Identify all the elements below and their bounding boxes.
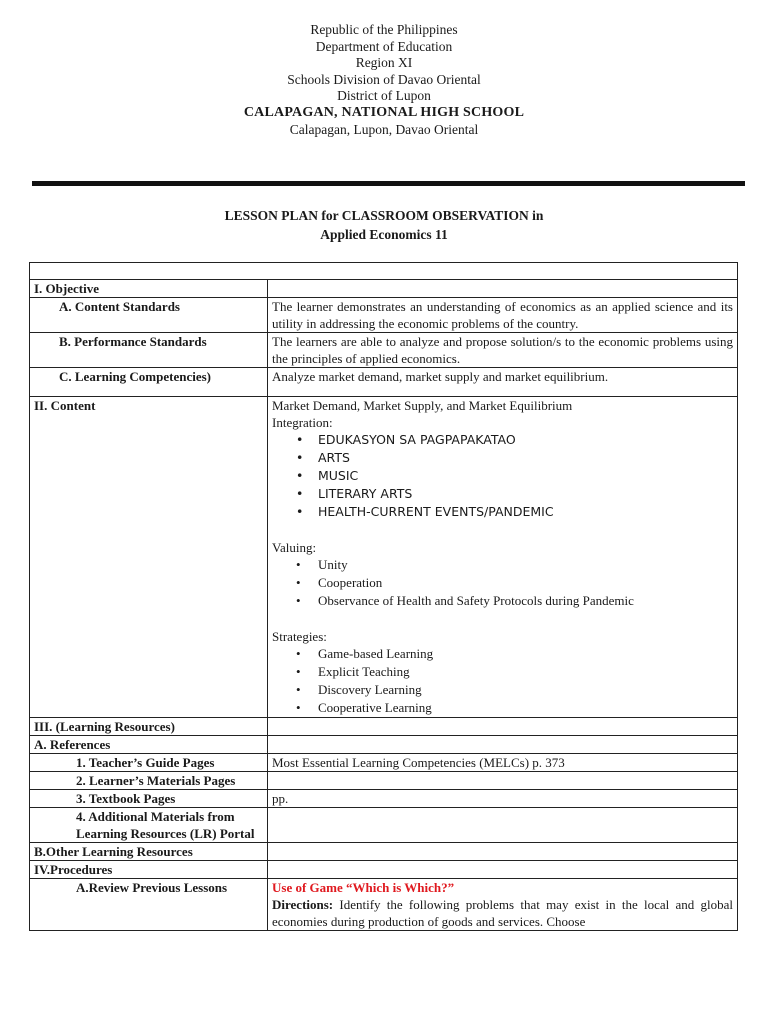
republic-line: Republic of the Philippines: [310, 22, 458, 37]
lesson-plan-table: [29, 262, 738, 931]
list-item: • ARTS: [318, 449, 733, 467]
table-row: [30, 718, 738, 736]
review-lessons-cell: [268, 879, 738, 931]
review-lessons-label: A.Review Previous Lessons: [30, 879, 268, 931]
procedures-label: IV.Procedures: [30, 861, 268, 879]
empty-cell: [268, 718, 738, 736]
valuing-list: [272, 556, 733, 610]
list-item: • HEALTH-CURRENT EVENTS/PANDEMIC: [318, 503, 733, 521]
list-item: • EDUKASYON SA PAGPAPAKATAO: [318, 431, 733, 449]
empty-cell: [268, 808, 738, 843]
content-cell: [268, 397, 738, 718]
teachers-guide-value: Most Essential Learning Competencies (MELCs) p. 373: [268, 754, 738, 772]
textbook-pages-value: pp.: [268, 790, 738, 808]
integration-list: [272, 431, 733, 521]
content-label: II. Content: [30, 397, 268, 718]
integration-label: Integration:: [272, 415, 333, 430]
strategies-list: [272, 645, 733, 717]
table-row: [30, 808, 738, 843]
additional-materials-label: 4. Additional Materials from Learning Resources (LR) Portal: [30, 808, 268, 843]
objective-label: I. Objective: [30, 280, 268, 298]
competencies-label: C. Learning Competencies): [30, 368, 268, 397]
division-line: Schools Division of Davao Oriental: [287, 71, 481, 87]
table-row: [30, 368, 738, 397]
other-resources-label: B.Other Learning Resources: [30, 843, 268, 861]
table-row: [30, 280, 738, 298]
game-title: Use of Game “Which is Which?”: [272, 880, 455, 895]
school-address: Calapagan, Lupon, Davao Oriental: [289, 121, 479, 137]
table-row: [30, 754, 738, 772]
list-item: • Explicit Teaching: [318, 663, 733, 681]
list-item: • Unity: [318, 556, 733, 574]
list-item: • Cooperative Learning: [318, 699, 733, 717]
table-row: [30, 790, 738, 808]
table-row: [30, 397, 738, 718]
letterhead: [0, 22, 768, 138]
competencies-text: Analyze market demand, market supply and market equilibrium.: [268, 368, 738, 397]
list-item: • Observance of Health and Safety Protocols during Pandemic: [318, 592, 733, 610]
learning-resources-label: III. (Learning Resources): [30, 718, 268, 736]
list-item: • Cooperation: [318, 574, 733, 592]
table-row: [30, 263, 738, 280]
table-row: [30, 333, 738, 368]
content-topic: Market Demand, Market Supply, and Market Equilibrium: [272, 398, 573, 413]
department-line: Department of Education: [315, 38, 453, 54]
document-title: [0, 206, 768, 244]
performance-standards-label: B. Performance Standards: [30, 333, 268, 368]
list-item: • MUSIC: [318, 467, 733, 485]
district-line: District of Lupon: [337, 88, 431, 104]
textbook-pages-label: 3. Textbook Pages: [30, 790, 268, 808]
content-standards-label: A. Content Standards: [30, 298, 268, 333]
empty-cell: [268, 861, 738, 879]
valuing-label: Valuing:: [272, 540, 317, 555]
table-row: [30, 879, 738, 931]
title-line-1: LESSON PLAN for CLASSROOM OBSERVATION in: [224, 208, 544, 223]
learners-materials-label: 2. Learner’s Materials Pages: [30, 772, 268, 790]
table-row: [30, 861, 738, 879]
content-standards-text: The learner demonstrates an understanding of economics as an applied science and its utility in addressing the economic problems of the country.: [268, 298, 738, 333]
table-row: [30, 772, 738, 790]
table-row: [30, 843, 738, 861]
references-label: A. References: [30, 736, 268, 754]
directions-body: Identify the following problems that may exist in the local and global economies during production of goods and services. Choose: [272, 897, 733, 929]
blank-row: [30, 263, 738, 280]
empty-cell: [268, 280, 738, 298]
teachers-guide-label: 1. Teacher’s Guide Pages: [30, 754, 268, 772]
performance-standards-text: The learners are able to analyze and propose solution/s to the economic problems using the principles of applied economics.: [268, 333, 738, 368]
empty-cell: [268, 736, 738, 754]
title-line-2: Applied Economics 11: [320, 227, 448, 242]
school-name: CALAPAGAN, NATIONAL HIGH SCHOOL: [243, 104, 525, 120]
list-item: • Discovery Learning: [318, 681, 733, 699]
directions-label: Directions:: [272, 897, 334, 912]
strategies-label: Strategies:: [272, 629, 327, 644]
list-item: • LITERARY ARTS: [318, 485, 733, 503]
empty-cell: [268, 843, 738, 861]
list-item: • Game-based Learning: [318, 645, 733, 663]
table-row: [30, 298, 738, 333]
region-line: Region XI: [355, 55, 413, 71]
empty-cell: [268, 772, 738, 790]
table-row: [30, 736, 738, 754]
directions-text: [272, 896, 733, 930]
header-divider: [32, 181, 745, 186]
